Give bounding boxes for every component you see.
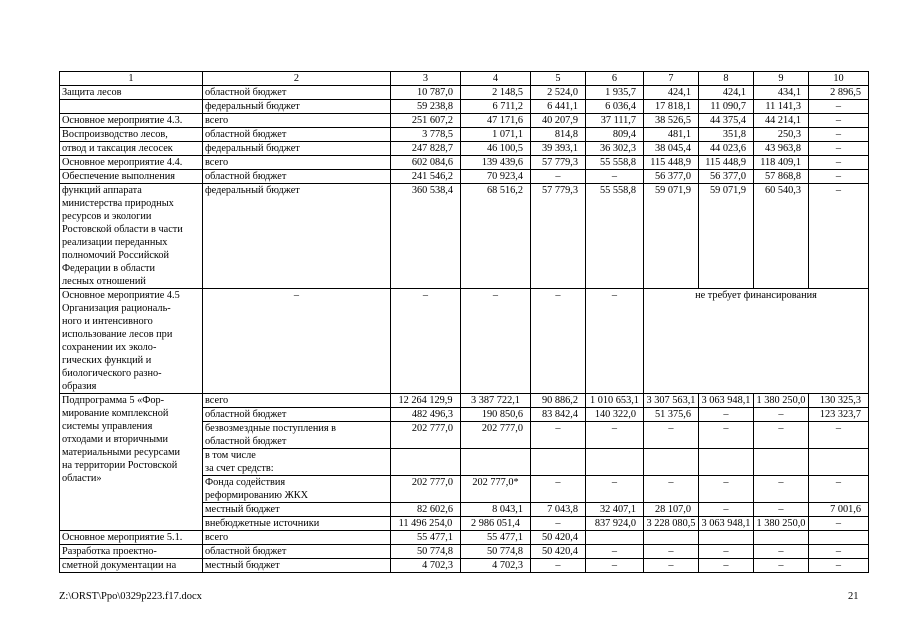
value-cell: 115 448,9	[699, 156, 754, 170]
value-cell: 6 441,1	[531, 100, 586, 114]
value-cell: 10 787,0	[391, 86, 461, 100]
value-cell: 814,8	[531, 128, 586, 142]
value-cell: 32 407,1	[586, 503, 644, 517]
value-cell: –	[699, 476, 754, 503]
value-cell: 90 886,2	[531, 394, 586, 408]
value-cell: –	[644, 545, 699, 559]
column-header: 2	[203, 72, 391, 86]
value-cell: 247 828,7	[391, 142, 461, 156]
funding-source: местный бюджет	[203, 559, 391, 573]
column-header: 10	[809, 72, 869, 86]
measure-name: Основное мероприятие 4.5 Организация рациональ- ного и интенсивного использование лесов при сохранении их эколо- гических функций и биологического разно- образия	[60, 289, 203, 394]
measure-name: Основное мероприятие 4.4.	[60, 156, 203, 170]
column-header: 6	[586, 72, 644, 86]
value-cell: 50 774,8	[391, 545, 461, 559]
funding-source: всего	[203, 156, 391, 170]
page-number: 21	[848, 591, 859, 602]
value-cell	[644, 449, 699, 476]
column-header: 9	[754, 72, 809, 86]
value-cell: 1 380 250,0	[754, 517, 809, 531]
value-cell: 1 935,7	[586, 86, 644, 100]
value-cell: 202 777,0	[391, 476, 461, 503]
table-row	[60, 170, 869, 184]
value-cell: 59 071,9	[644, 184, 699, 289]
value-cell: –	[531, 170, 586, 184]
value-cell: 44 023,6	[699, 142, 754, 156]
value-cell: 3 063 948,1	[699, 517, 754, 531]
value-cell: 50 420,4	[531, 531, 586, 545]
value-cell: 70 923,4	[461, 170, 531, 184]
value-cell: –	[586, 476, 644, 503]
value-cell: 55 477,1	[391, 531, 461, 545]
header-row	[60, 72, 869, 86]
table-row	[60, 156, 869, 170]
value-cell: 47 171,6	[461, 114, 531, 128]
value-cell: –	[644, 559, 699, 573]
table-row	[60, 86, 869, 100]
value-cell	[809, 449, 869, 476]
table-row	[60, 142, 869, 156]
value-cell: 202 777,0	[391, 422, 461, 449]
value-cell: 83 842,4	[531, 408, 586, 422]
measure-name	[60, 100, 203, 114]
value-cell: –	[754, 476, 809, 503]
value-cell: –	[809, 184, 869, 289]
value-cell: –	[809, 156, 869, 170]
value-cell: –	[586, 559, 644, 573]
value-cell: 57 779,3	[531, 156, 586, 170]
value-cell: –	[699, 422, 754, 449]
value-cell: –	[809, 545, 869, 559]
value-cell: –	[391, 289, 461, 394]
value-cell: 17 818,1	[644, 100, 699, 114]
value-cell: 55 558,8	[586, 184, 644, 289]
value-cell: –	[699, 559, 754, 573]
column-header: 1	[60, 72, 203, 86]
funding-source: областной бюджет	[203, 408, 391, 422]
value-cell: 39 393,1	[531, 142, 586, 156]
value-cell: 50 420,4	[531, 545, 586, 559]
value-cell	[699, 449, 754, 476]
value-cell: 50 774,8	[461, 545, 531, 559]
value-cell: –	[754, 559, 809, 573]
value-cell: 2 896,5	[809, 86, 869, 100]
value-cell: 40 207,9	[531, 114, 586, 128]
value-cell: 11 141,3	[754, 100, 809, 114]
value-cell: –	[754, 545, 809, 559]
value-cell: 7 043,8	[531, 503, 586, 517]
value-cell: –	[203, 289, 391, 394]
table-row	[60, 289, 869, 394]
value-cell: –	[809, 422, 869, 449]
budget-table	[59, 71, 869, 573]
value-cell: 241 546,2	[391, 170, 461, 184]
value-cell: 57 868,8	[754, 170, 809, 184]
value-cell: 424,1	[644, 86, 699, 100]
value-cell: –	[809, 559, 869, 573]
value-cell: 3 307 563,1	[644, 394, 699, 408]
value-cell: –	[531, 517, 586, 531]
value-cell	[391, 449, 461, 476]
value-cell: 37 111,7	[586, 114, 644, 128]
column-header: 5	[531, 72, 586, 86]
value-cell	[809, 531, 869, 545]
value-cell: –	[531, 476, 586, 503]
value-cell: –	[809, 128, 869, 142]
value-cell: –	[531, 422, 586, 449]
value-cell: 43 963,8	[754, 142, 809, 156]
column-header: 3	[391, 72, 461, 86]
value-cell: –	[809, 114, 869, 128]
measure-name: отвод и таксация лесосек	[60, 142, 203, 156]
value-cell: 118 409,1	[754, 156, 809, 170]
value-cell: –	[754, 408, 809, 422]
value-cell: –	[699, 545, 754, 559]
value-cell: –	[809, 476, 869, 503]
value-cell: –	[699, 503, 754, 517]
funding-source: всего	[203, 394, 391, 408]
measure-name: функций аппарата министерства природных ресурсов и экологии Ростовской области в части реализации переданных полномочий Российской Федерации в области лесных отношений	[60, 184, 203, 289]
measure-name: Защита лесов	[60, 86, 203, 100]
value-cell: 7 001,6	[809, 503, 869, 517]
funding-source: внебюджетные источники	[203, 517, 391, 531]
table-row	[60, 114, 869, 128]
funding-source: всего	[203, 114, 391, 128]
value-cell: 44 375,4	[699, 114, 754, 128]
value-cell: 602 084,6	[391, 156, 461, 170]
value-cell: 12 264 129,9	[391, 394, 461, 408]
table-row	[60, 559, 869, 573]
value-cell: –	[531, 289, 586, 394]
value-cell: –	[586, 170, 644, 184]
value-cell	[531, 449, 586, 476]
value-cell: 115 448,9	[644, 156, 699, 170]
value-cell	[754, 449, 809, 476]
value-cell: 837 924,0	[586, 517, 644, 531]
value-cell: 55 558,8	[586, 156, 644, 170]
value-cell: –	[699, 408, 754, 422]
value-cell: 28 107,0	[644, 503, 699, 517]
value-cell: 8 043,1	[461, 503, 531, 517]
funding-source: областной бюджет	[203, 128, 391, 142]
value-cell	[586, 531, 644, 545]
funding-source: федеральный бюджет	[203, 142, 391, 156]
value-cell: 481,1	[644, 128, 699, 142]
table-row	[60, 545, 869, 559]
value-cell: –	[809, 517, 869, 531]
value-cell: 55 477,1	[461, 531, 531, 545]
value-cell: 482 496,3	[391, 408, 461, 422]
funding-source: областной бюджет	[203, 545, 391, 559]
value-cell: 56 377,0	[644, 170, 699, 184]
measure-name: Обеспечение выполнения	[60, 170, 203, 184]
value-cell: 44 214,1	[754, 114, 809, 128]
column-header: 7	[644, 72, 699, 86]
value-cell: 1 380 250,0	[754, 394, 809, 408]
table-row	[60, 531, 869, 545]
value-cell: 11 496 254,0	[391, 517, 461, 531]
value-cell: 434,1	[754, 86, 809, 100]
value-cell: –	[644, 422, 699, 449]
measure-name: сметной документации на	[60, 559, 203, 573]
funding-source: федеральный бюджет	[203, 184, 391, 289]
funding-source: областной бюджет	[203, 86, 391, 100]
value-cell: 351,8	[699, 128, 754, 142]
value-cell: 2 524,0	[531, 86, 586, 100]
value-cell: 1 010 653,1	[586, 394, 644, 408]
funding-source: безвозмездные поступления в областной бюджет	[203, 422, 391, 449]
value-cell: 51 375,6	[644, 408, 699, 422]
column-header: 4	[461, 72, 531, 86]
value-cell: –	[754, 503, 809, 517]
no-financing-note: не требует финансирования	[644, 289, 869, 394]
value-cell: 2 148,5	[461, 86, 531, 100]
value-cell: –	[586, 289, 644, 394]
value-cell: 3 063 948,1	[699, 394, 754, 408]
value-cell: 36 302,3	[586, 142, 644, 156]
value-cell	[754, 531, 809, 545]
funding-source: областной бюджет	[203, 170, 391, 184]
column-header: 8	[699, 72, 754, 86]
value-cell: 4 702,3	[391, 559, 461, 573]
funding-source: местный бюджет	[203, 503, 391, 517]
value-cell: –	[809, 100, 869, 114]
value-cell: –	[461, 289, 531, 394]
value-cell	[699, 531, 754, 545]
table-row	[60, 184, 869, 289]
value-cell: 202 777,0	[461, 422, 531, 449]
value-cell: 59 071,9	[699, 184, 754, 289]
table-row	[60, 128, 869, 142]
measure-name: Разработка проектно-	[60, 545, 203, 559]
funding-source: всего	[203, 531, 391, 545]
value-cell: –	[809, 170, 869, 184]
value-cell: 38 526,5	[644, 114, 699, 128]
measure-name: Основное мероприятие 4.3.	[60, 114, 203, 128]
value-cell: 130 325,3	[809, 394, 869, 408]
value-cell: 57 779,3	[531, 184, 586, 289]
value-cell: 4 702,3	[461, 559, 531, 573]
value-cell: 190 850,6	[461, 408, 531, 422]
value-cell: 82 602,6	[391, 503, 461, 517]
value-cell	[586, 449, 644, 476]
value-cell: –	[586, 422, 644, 449]
value-cell: 3 228 080,5	[644, 517, 699, 531]
table-row	[60, 394, 869, 408]
value-cell: 46 100,5	[461, 142, 531, 156]
value-cell: 3 778,5	[391, 128, 461, 142]
funding-source: федеральный бюджет	[203, 100, 391, 114]
value-cell	[461, 449, 531, 476]
value-cell: 123 323,7	[809, 408, 869, 422]
funding-source: в том числе за счет средств:	[203, 449, 391, 476]
value-cell: 38 045,4	[644, 142, 699, 156]
measure-name: Основное мероприятие 5.1.	[60, 531, 203, 545]
value-cell: 59 238,8	[391, 100, 461, 114]
value-cell: 6 711,2	[461, 100, 531, 114]
value-cell: 140 322,0	[586, 408, 644, 422]
table-row	[60, 100, 869, 114]
funding-source: Фонда содействия реформированию ЖКХ	[203, 476, 391, 503]
value-cell: 56 377,0	[699, 170, 754, 184]
measure-name: Воспроизводство лесов,	[60, 128, 203, 142]
value-cell: –	[644, 476, 699, 503]
measure-name: Подпрограмма 5 «Фор- мирование комплексной системы управления отходами и вторичными материальными ресурсами на территории Ростовской области»	[60, 394, 203, 531]
value-cell: 68 516,2	[461, 184, 531, 289]
footer-file-path: Z:\ORST\Ppo\0329p223.f17.docx	[59, 591, 202, 602]
value-cell: –	[754, 422, 809, 449]
value-cell: 1 071,1	[461, 128, 531, 142]
value-cell: 202 777,0*	[461, 476, 531, 503]
value-cell: 60 540,3	[754, 184, 809, 289]
value-cell: 809,4	[586, 128, 644, 142]
value-cell: 139 439,6	[461, 156, 531, 170]
value-cell: 6 036,4	[586, 100, 644, 114]
value-cell	[644, 531, 699, 545]
value-cell: 251 607,2	[391, 114, 461, 128]
value-cell: 2 986 051,4	[461, 517, 531, 531]
value-cell: –	[586, 545, 644, 559]
value-cell: –	[809, 142, 869, 156]
value-cell: 250,3	[754, 128, 809, 142]
value-cell: 360 538,4	[391, 184, 461, 289]
value-cell: –	[531, 559, 586, 573]
value-cell: 11 090,7	[699, 100, 754, 114]
value-cell: 424,1	[699, 86, 754, 100]
value-cell: 3 387 722,1	[461, 394, 531, 408]
